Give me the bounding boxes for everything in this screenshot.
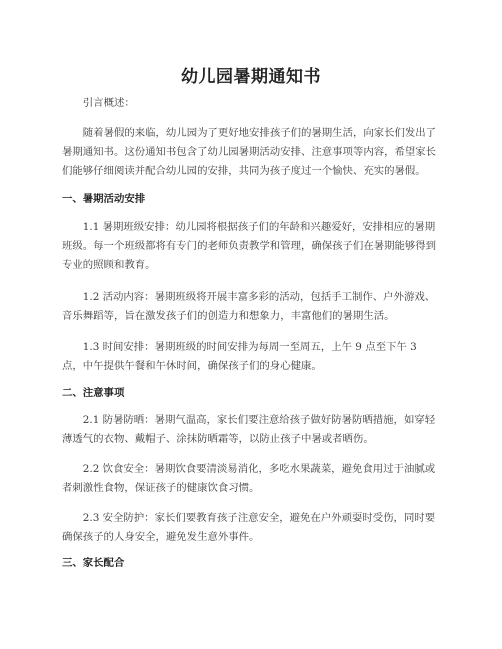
- paragraph-2-2: 2.2 饮食安全：暑期饮食要清淡易消化，多吃水果蔬菜，避免食用过于油腻或者刺激性食物，保证孩子的健康饮食习惯。: [62, 463, 436, 494]
- paragraph-1-2: 1.2 活动内容：暑期班级将开展丰富多彩的活动，包括手工制作、户外游戏、音乐舞蹈等，旨在激发孩子们的创造力和想象力，丰富他们的暑期生活。: [62, 291, 436, 322]
- paragraph-2-3: 2.3 安全防护：家长们要教育孩子注意安全，避免在户外顽耍时受伤，同时要确保孩子的人身安全，避免发生意外事件。: [62, 512, 436, 543]
- intro-paragraph: 随着暑假的来临，幼儿园为了更好地安排孩子们的暑期生活，向家长们发出了暑期通知书。这份通知书包含了幼儿园暑期活动安排、注意事项等内容，希望家长们能够仔细阅读并配合幼儿园的安排，共同为孩子度过一个愉快、充实的暑假。: [62, 127, 437, 177]
- section-heading-parents: 三、家长配合: [62, 557, 125, 569]
- section-heading-notes: 二、注意事项: [62, 387, 125, 399]
- paragraph-1-3: 1.3 时间安排：暑期班级的时间安排为每周一至周五，上午 9 点至下午 3 点，中午提供午餐和午休时间，确保孩子们的身心健康。: [62, 341, 417, 372]
- intro-label: 引言概述：: [82, 97, 135, 109]
- section-heading-activities: 一、暑期活动安排: [62, 193, 146, 205]
- paragraph-1-1: 1.1 暑期班级安排：幼儿园将根据孩子们的年龄和兴趣爱好，安排相应的暑期班级。每一个班级都将有专门的老师负责教学和管理，确保孩子们在暑期能够得到专业的照顾和教育。: [62, 221, 437, 271]
- paragraph-2-1: 2.1 防暑防晒：暑期气温高，家长们要注意给孩子做好防暑防晒措施，如穿轻薄透气的衣物、戴帽子、涂抹防晒霜等，以防止孩子中暑或者晒伤。: [62, 414, 436, 445]
- document-title: 幼儿园暑期通知书: [181, 67, 321, 87]
